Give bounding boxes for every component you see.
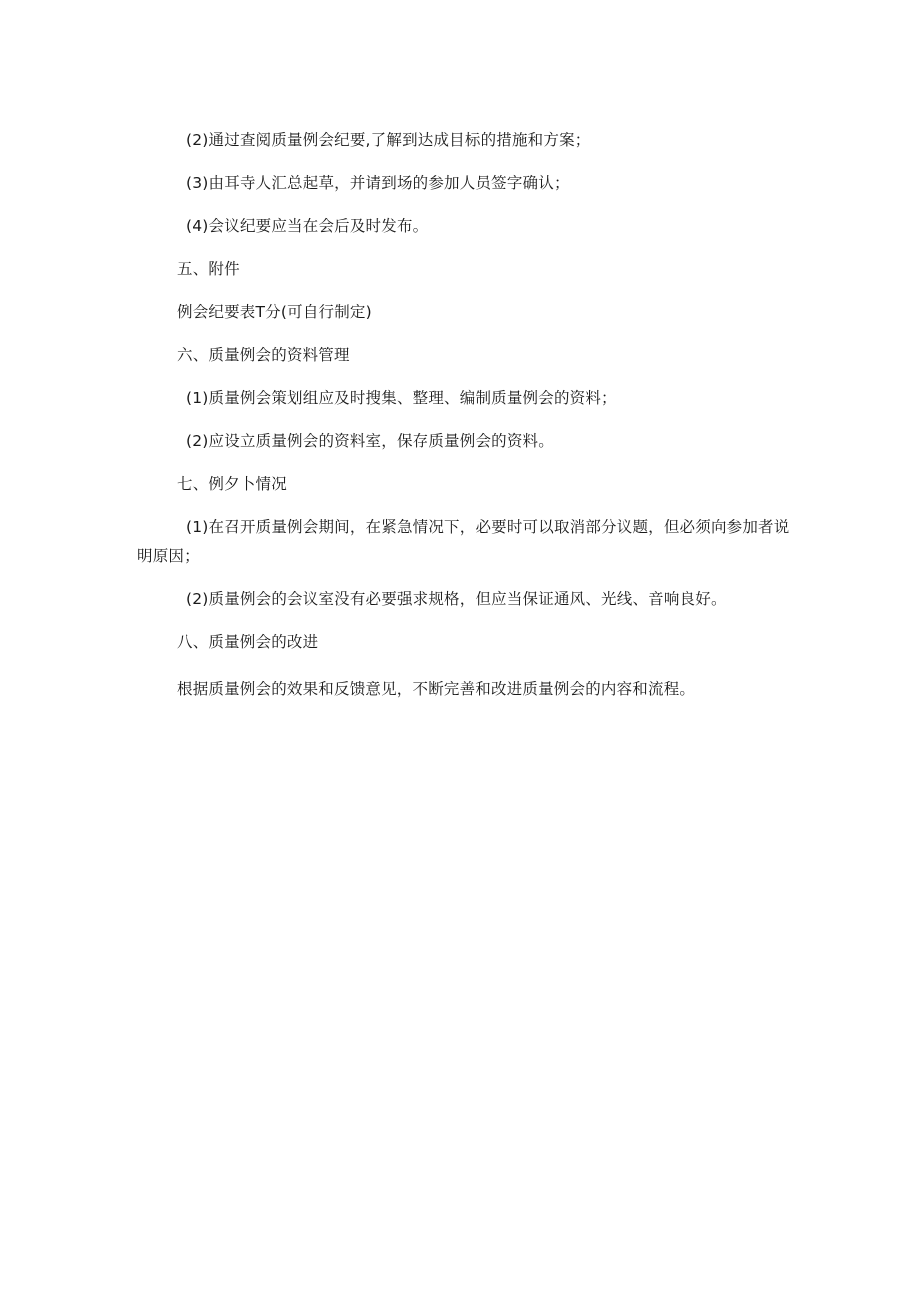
list-item-2-meeting-room: (2)质量例会的会议室没有必要强求规格，但应当保证通风、光线、音响良好。 [186, 590, 727, 608]
list-item-1-emergency-continued: 明原因； [137, 547, 200, 565]
section-heading-exceptions: 七、例夕卜情况 [177, 475, 287, 493]
section-heading-attachments: 五、附件 [177, 260, 240, 278]
list-item-2-records-room: (2)应设立质量例会的资料室，保存质量例会的资料。 [186, 432, 554, 450]
list-item-1-emergency: (1)在召开质量例会期间，在紧急情况下，必要时可以取消部分议题，但必须向参加者说 [186, 518, 790, 536]
list-item-2-minutes-review: (2)通过查阅质量例会纪要,了解到达成目标的措施和方案； [186, 131, 591, 149]
section-heading-improvement: 八、质量例会的改进 [177, 633, 319, 651]
list-item-1-records-collection: (1)质量例会策划组应及时搜集、整理、编制质量例会的资料； [186, 389, 617, 407]
paragraph-attachment-form: 例会纪要表T分(可自行制定) [177, 303, 372, 321]
paragraph-improvement: 根据质量例会的效果和反馈意见，不断完善和改进质量例会的内容和流程。 [177, 680, 696, 698]
list-item-3-drafting: (3)由耳寺人汇总起草，并请到场的参加人员签字确认； [186, 174, 570, 192]
list-item-4-publish: (4)会议纪要应当在会后及时发布。 [186, 217, 429, 235]
section-heading-records-management: 六、质量例会的资料管理 [177, 346, 350, 364]
